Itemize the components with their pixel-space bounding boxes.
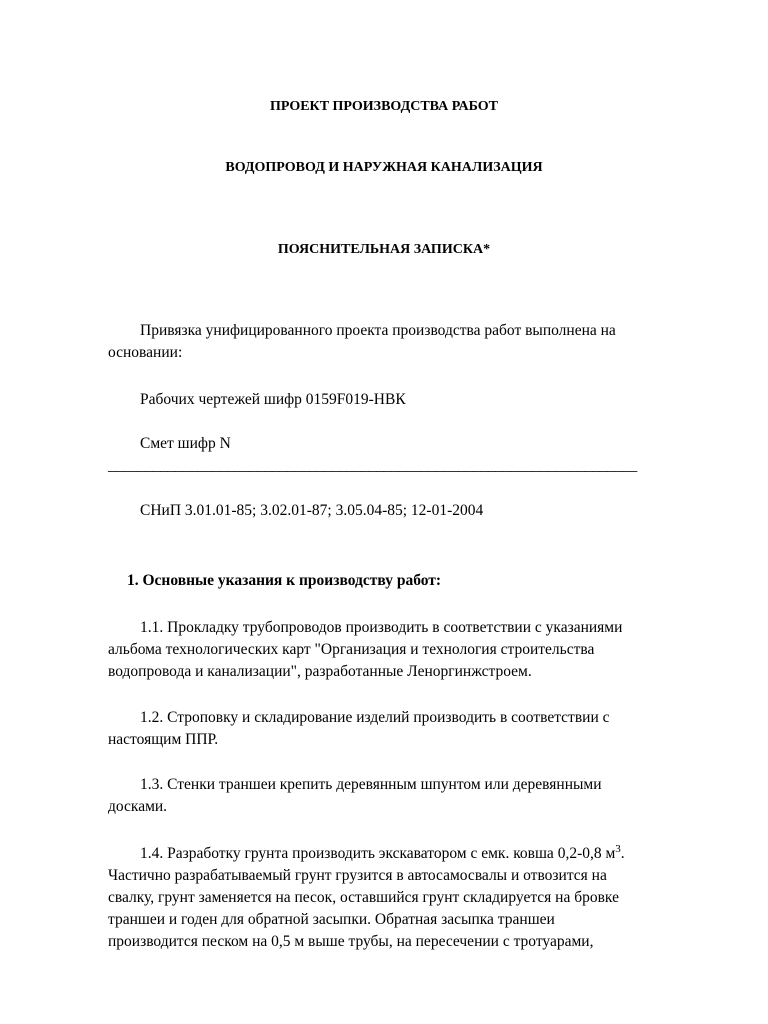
para-1-4-line-3: свалку, грунт заменяется на песок, оставшийся грунт складируется на бровке bbox=[108, 889, 619, 906]
para-1-4-line-2: Частично разрабатываемый грунт грузится в автосамосвалы и отвозится на bbox=[108, 867, 607, 884]
para-1-1-line-2: альбома технологических карт "Организация и технология строительства bbox=[108, 641, 595, 658]
para-1-2-line-2: настоящим ППР. bbox=[108, 731, 219, 748]
intro-line-2: основании: bbox=[108, 344, 183, 361]
note-title: ПОЯСНИТЕЛЬНАЯ ЗАПИСКА* bbox=[277, 242, 491, 257]
para-1-3-line-2: досками. bbox=[108, 798, 168, 815]
estimates-underline: _______________________________________________________________________ bbox=[108, 457, 637, 474]
document-subtitle: ВОДОПРОВОД И НАРУЖНАЯ КАНАЛИЗАЦИЯ bbox=[225, 160, 543, 175]
para-1-2-line-1: 1.2. Строповку и складирование изделий производить в соответствии с bbox=[140, 709, 610, 726]
drawings-line: Рабочих чертежей шифр 0159F019-НВК bbox=[140, 391, 406, 408]
para-1-4-line-4: траншеи и годен для обратной засыпки. Обратная засыпка траншеи bbox=[108, 911, 555, 928]
para-1-4-line-1-text: 1.4. Разработку грунта производить экскаватором с емк. ковша 0,2-0,8 м bbox=[140, 845, 616, 862]
estimates-line: Смет шифр N bbox=[140, 435, 231, 452]
section-1-heading: 1. Основные указания к производству работ: bbox=[127, 572, 442, 589]
cubic-superscript: 3 bbox=[615, 843, 621, 855]
para-1-4-line-5: производится песком на 0,5 м выше трубы, на пересечении с тротуарами, bbox=[108, 933, 594, 950]
para-1-1-line-1: 1.1. Прокладку трубопроводов производить в соответствии с указаниями bbox=[140, 619, 623, 636]
para-1-4-line-1 bbox=[140, 843, 625, 865]
intro-line-1: Привязка унифицированного проекта производства работ выполнена на bbox=[140, 322, 616, 339]
para-1-1-line-3: водопровода и канализации", разработанные Леноргинжстроем. bbox=[108, 663, 532, 680]
para-1-3-line-1: 1.3. Стенки траншеи крепить деревянным шпунтом или деревянными bbox=[140, 776, 602, 793]
para-1-4-line-1-end: . bbox=[620, 845, 625, 862]
snip-line: СНиП 3.01.01-85; 3.02.01-87; 3.05.04-85; 12-01-2004 bbox=[140, 502, 484, 519]
document-title: ПРОЕКТ ПРОИЗВОДСТВА РАБОТ bbox=[269, 99, 499, 114]
